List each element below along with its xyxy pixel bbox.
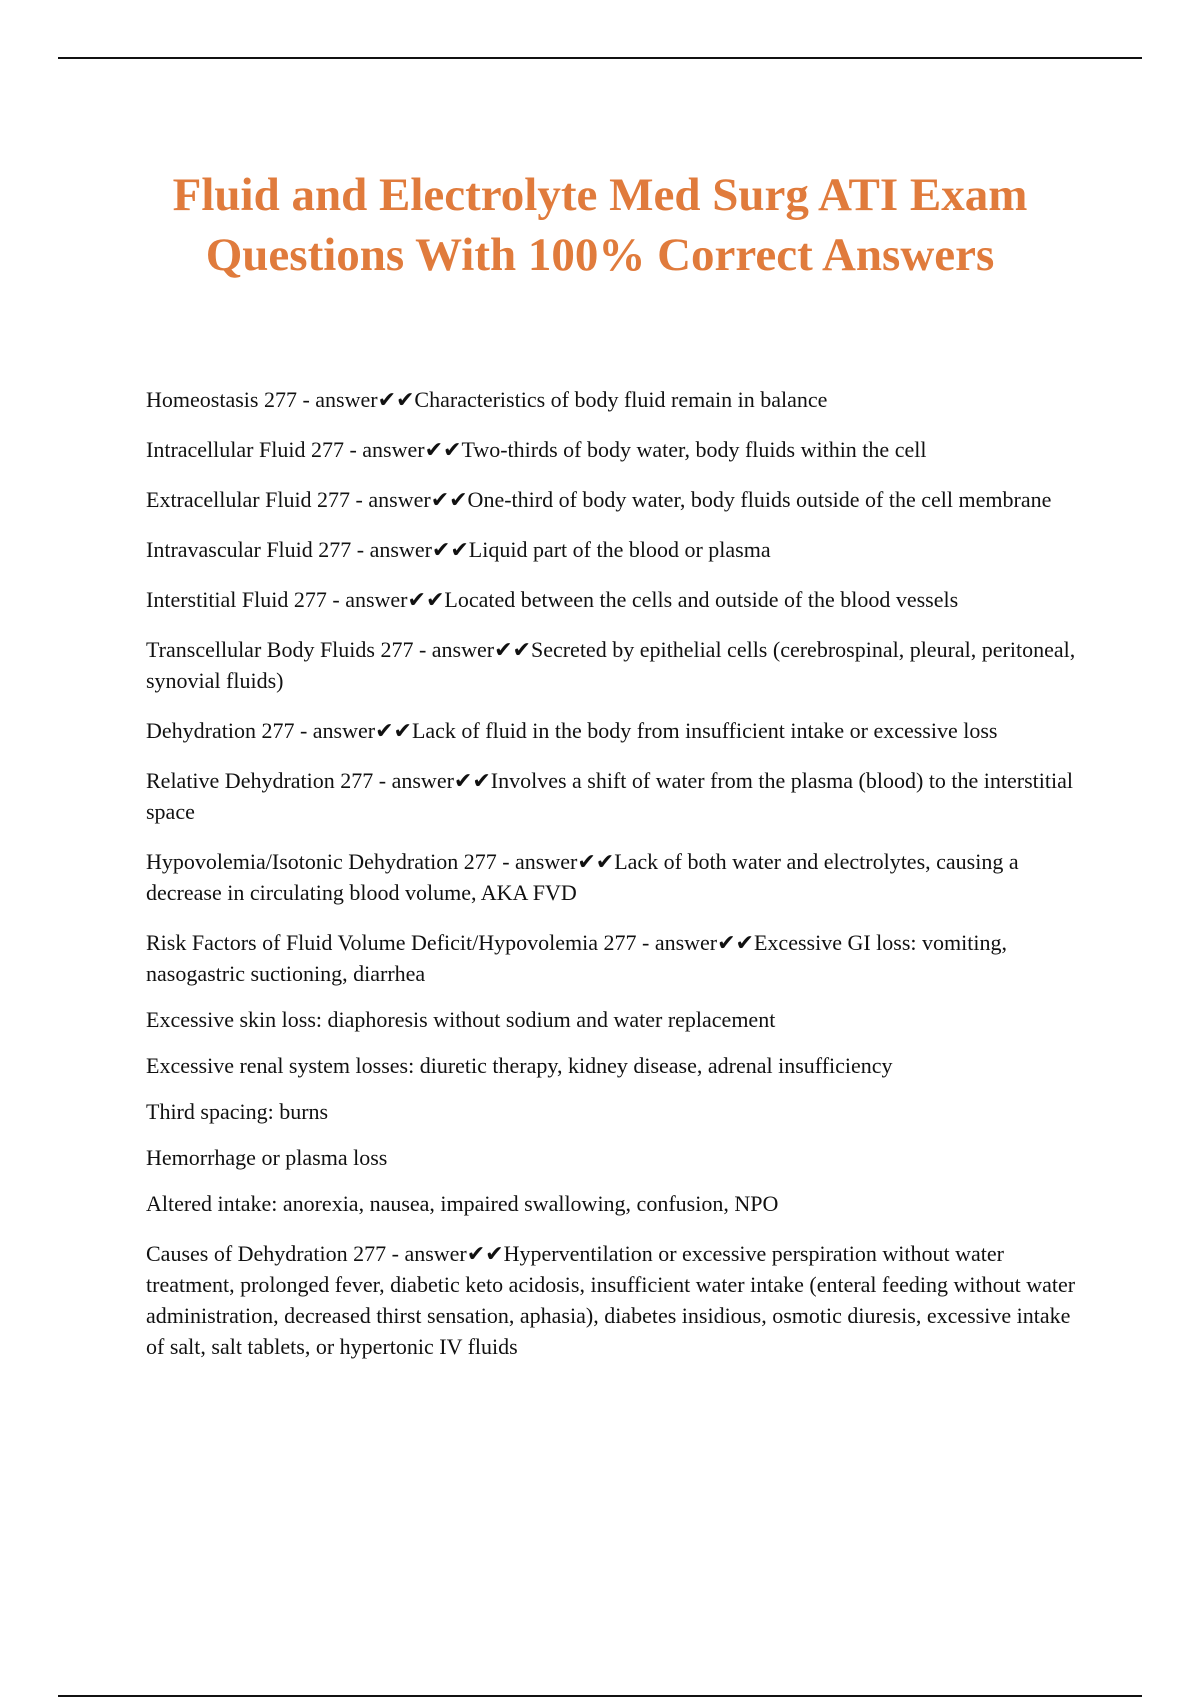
risk-factor-item: Excessive skin loss: diaphoresis without sodium and water replacement	[146, 1007, 776, 1032]
qa-entry: Dehydration 277 - answer✔✔Lack of fluid in the body from insufficient intake or excessive loss	[146, 718, 998, 743]
qa-entry: Transcellular Body Fluids 277 - answer✔✔Secreted by epithelial cells (cerebrospinal, pleural, peritoneal, synovial fluids)	[146, 637, 1076, 693]
qa-entry: Relative Dehydration 277 - answer✔✔Involves a shift of water from the plasma (blood) to the interstitial space	[146, 768, 1074, 824]
bottom-rule	[58, 1695, 1142, 1697]
risk-factor-item: Third spacing: burns	[146, 1099, 329, 1124]
qa-entry: Intravascular Fluid 277 - answer✔✔Liquid part of the blood or plasma	[146, 537, 771, 562]
risk-factor-item: Hemorrhage or plasma loss	[146, 1145, 388, 1170]
title-line-1: Fluid and Electrolyte Med Surg ATI Exam	[172, 169, 1028, 221]
qa-entry: Hypovolemia/Isotonic Dehydration 277 - answer✔✔Lack of both water and electrolytes, causing a decrease in circulating blood volume, AKA FVD	[146, 849, 1019, 905]
qa-entry: Intracellular Fluid 277 - answer✔✔Two-thirds of body water, body fluids within the cell	[146, 437, 927, 462]
document-title	[100, 165, 1100, 285]
qa-entry: Extracellular Fluid 277 - answer✔✔One-third of body water, body fluids outside of the cell membrane	[146, 487, 1052, 512]
qa-list	[146, 384, 1090, 1381]
top-rule	[58, 57, 1142, 59]
qa-entry: Causes of Dehydration 277 - answer✔✔Hyperventilation or excessive perspiration without water treatment, prolonged fever, diabetic keto acidosis, insufficient water intake (enteral feeding without water administration, decreased thirst sensation, aphasia), diabetes insidious, osmotic diuresis, excessive intake of salt, salt tablets, or hypertonic IV fluids	[146, 1241, 1076, 1359]
qa-entry: Interstitial Fluid 277 - answer✔✔Located between the cells and outside of the blood vessels	[146, 587, 959, 612]
risk-factor-item: Altered intake: anorexia, nausea, impaired swallowing, confusion, NPO	[146, 1191, 779, 1216]
qa-entry: Risk Factors of Fluid Volume Deficit/Hypovolemia 277 - answer✔✔Excessive GI loss: vomiting, nasogastric suctioning, diarrhea	[146, 930, 1007, 986]
title-line-2: Questions With 100% Correct Answers	[205, 229, 995, 281]
risk-factor-item: Excessive renal system losses: diuretic therapy, kidney disease, adrenal insufficiency	[146, 1053, 893, 1078]
qa-entry: Homeostasis 277 - answer✔✔Characteristics of body fluid remain in balance	[146, 387, 828, 412]
